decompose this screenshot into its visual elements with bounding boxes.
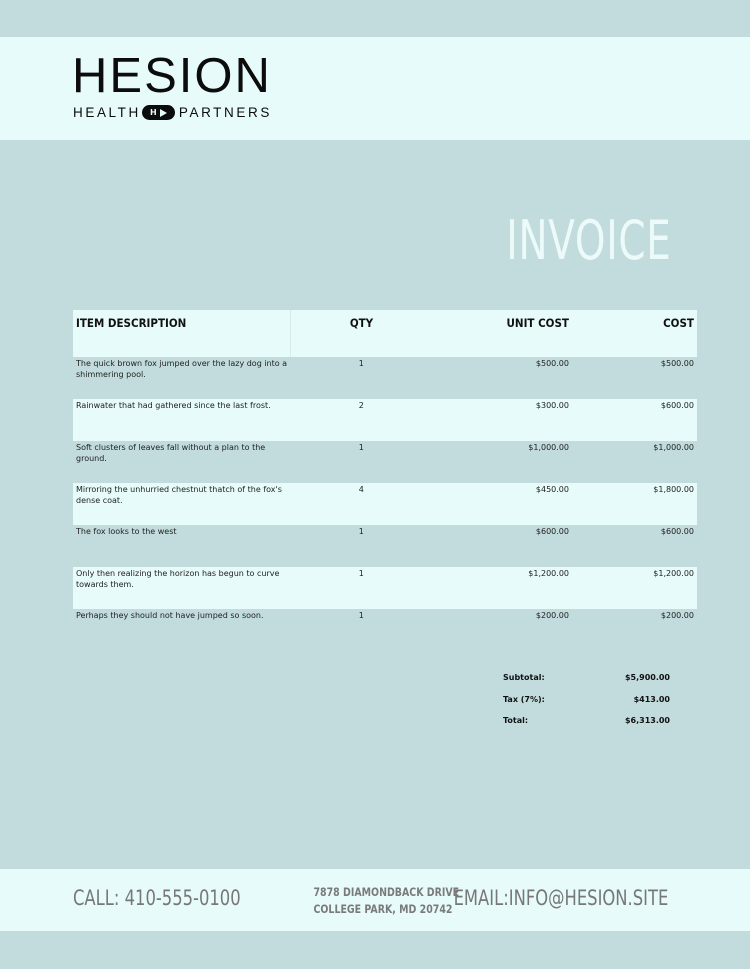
- subtotal-row: [503, 671, 670, 693]
- row-qty: 1: [291, 567, 433, 609]
- row-qty: 1: [358, 443, 364, 452]
- footer-address-line2: COLLEGE PARK, MD 20742: [313, 902, 453, 916]
- logo-tagline-right: PARTNERS: [178, 104, 272, 120]
- row-cost: $500.00: [660, 359, 694, 368]
- invoice-items-table: [73, 310, 697, 651]
- logo-badge-letter: H: [150, 107, 157, 117]
- table-row: [73, 609, 697, 651]
- row-unit-cost: $500.00: [535, 359, 569, 368]
- row-unit-cost: $450.00: [432, 483, 572, 525]
- header-unit-cost: UNIT COST: [432, 310, 572, 357]
- logo-wordmark: HESION: [72, 49, 272, 103]
- footer-address: [313, 884, 460, 918]
- row-description: Rainwater that had gathered since the last frost.: [73, 399, 291, 441]
- tax-label: Tax (7%):: [503, 694, 545, 704]
- row-description: Soft clusters of leaves fall without a plan to the ground.: [76, 443, 266, 463]
- row-cost: $1,200.00: [572, 567, 697, 609]
- table-row: [73, 567, 697, 609]
- table-row: [73, 441, 697, 483]
- table-row: [73, 483, 697, 525]
- row-qty: 4: [291, 483, 433, 525]
- table-row: [73, 525, 697, 567]
- invoice-title: INVOICE: [506, 209, 672, 272]
- row-description: Perhaps they should not have jumped so soon.: [76, 611, 264, 620]
- row-unit-cost: $300.00: [432, 399, 572, 441]
- row-qty: 1: [358, 359, 364, 368]
- footer-phone: CALL: 410-555-0100: [73, 886, 241, 910]
- logo-tagline: [73, 105, 272, 120]
- row-unit-cost: $200.00: [535, 611, 569, 620]
- footer-address-line1: 7878 DIAMONDBACK DRIVE: [313, 885, 460, 899]
- header-qty: QTY: [291, 310, 433, 357]
- total-value: $6,313.00: [624, 716, 670, 725]
- row-cost: $600.00: [660, 527, 694, 536]
- row-description: The quick brown fox jumped over the lazy dog into a shimmering pool.: [76, 359, 288, 379]
- row-unit-cost: $1,000.00: [528, 443, 569, 452]
- logo-badge: [142, 105, 175, 120]
- row-cost: $1,000.00: [653, 443, 694, 452]
- subtotal-value: $5,900.00: [624, 673, 670, 682]
- total-label: Total:: [503, 716, 529, 725]
- row-description: Only then realizing the horizon has begun to curve towards them.: [73, 567, 291, 609]
- row-qty: 2: [291, 399, 433, 441]
- tax-value: $413.00: [633, 694, 670, 704]
- table-row: [73, 399, 697, 441]
- logo-tagline-left: HEALTH: [73, 104, 141, 120]
- row-qty: 1: [358, 527, 364, 536]
- play-arrow-icon: [160, 109, 167, 117]
- total-row: [503, 714, 670, 736]
- row-cost: $200.00: [660, 611, 694, 620]
- header-cost: COST: [572, 310, 697, 357]
- row-cost: $600.00: [572, 399, 697, 441]
- row-unit-cost: $1,200.00: [432, 567, 572, 609]
- row-qty: 1: [358, 611, 364, 620]
- table-row: [73, 357, 697, 399]
- table-header-row: [73, 310, 697, 357]
- row-description: The fox looks to the west: [76, 527, 177, 536]
- row-unit-cost: $600.00: [535, 527, 569, 536]
- row-cost: $1,800.00: [572, 483, 697, 525]
- header-item-description: ITEM DESCRIPTION: [73, 310, 291, 357]
- totals-summary: [503, 671, 670, 736]
- footer-email: EMAIL:INFO@HESION.SITE: [453, 886, 668, 910]
- tax-row: [503, 693, 670, 715]
- subtotal-label: Subtotal:: [503, 673, 545, 682]
- row-description: Mirroring the unhurried chestnut thatch of the fox's dense coat.: [73, 483, 291, 525]
